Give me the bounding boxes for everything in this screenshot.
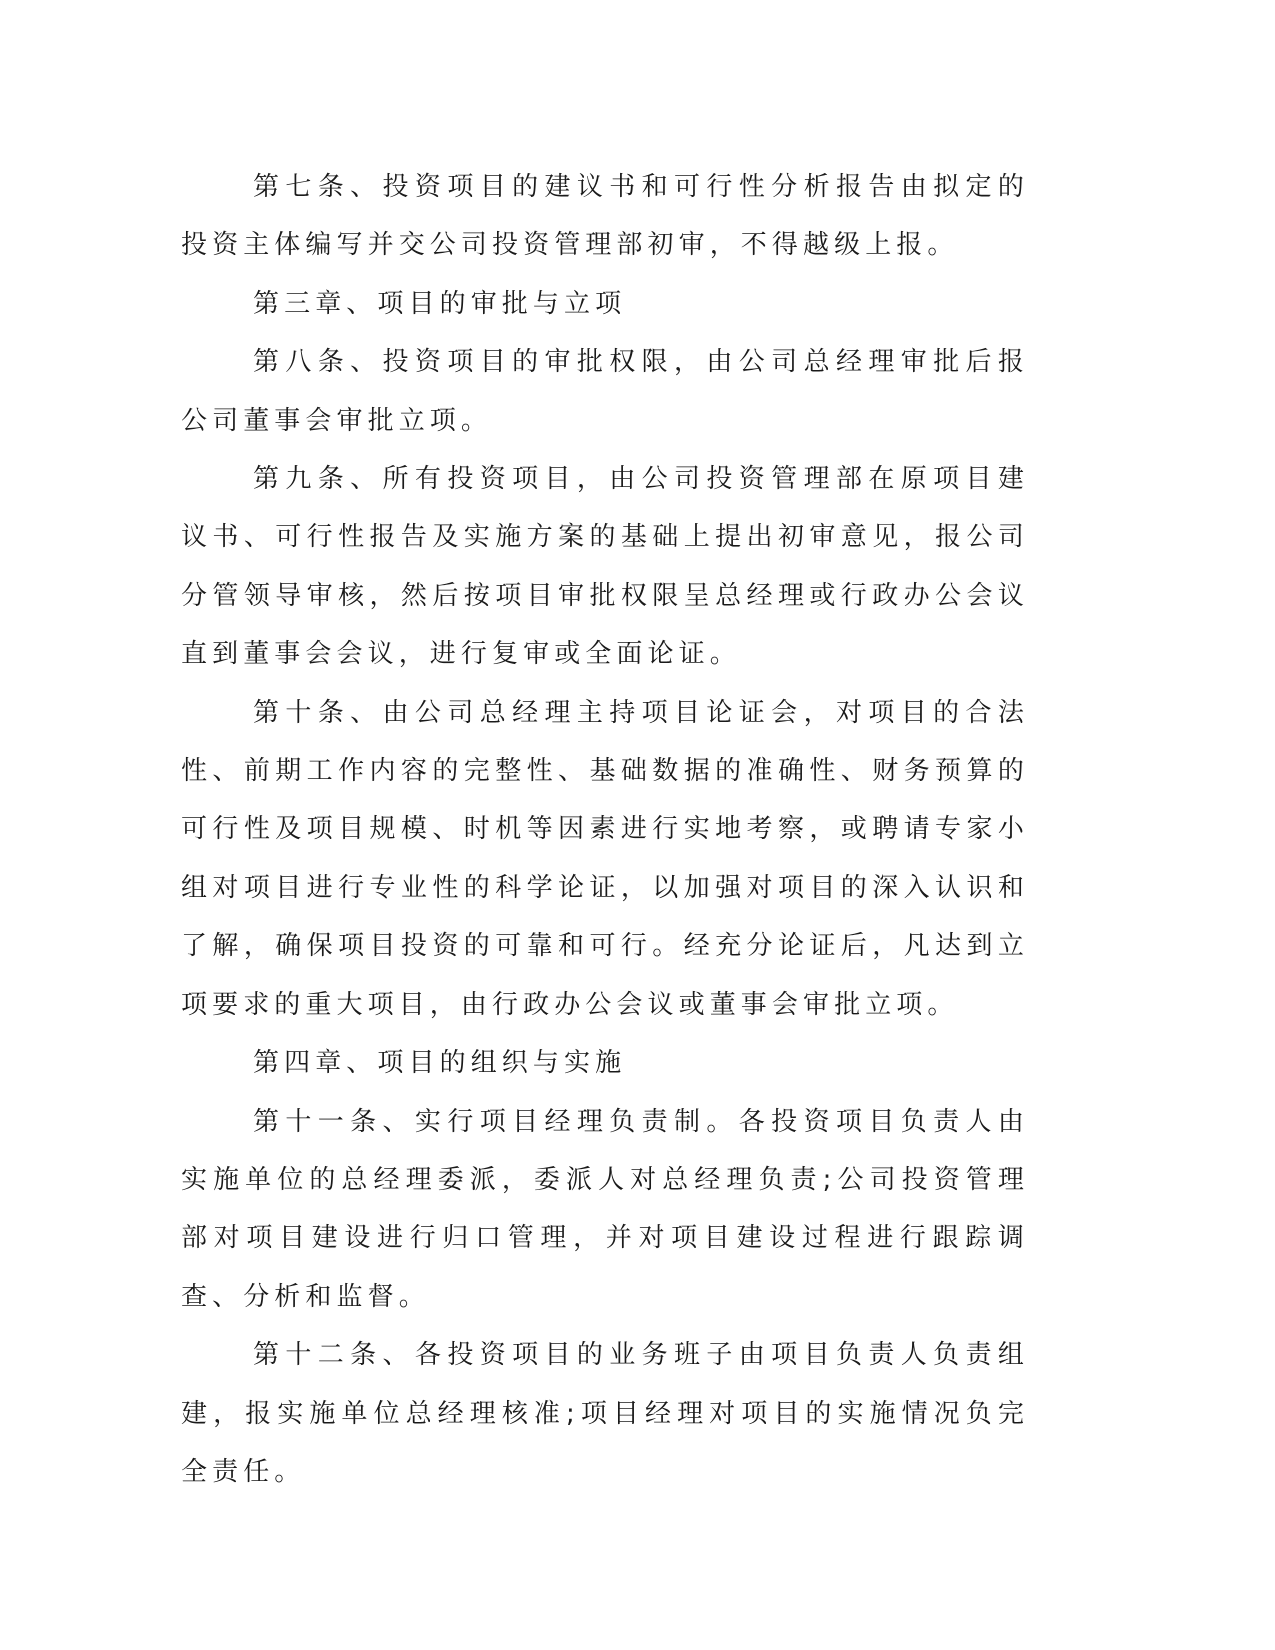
document-body — [181, 158, 1029, 1501]
chapter-4-heading: 第四章、项目的组织与实施 — [253, 1048, 627, 1079]
article-9-paragraph: 第九条、所有投资项目，由公司投资管理部在原项目建议书、可行性报告及实施方案的基础上提出初审意见，报公司分管领导审核，然后按项目审批权限呈总经理或行政办公会议直到董事会会议，进行复审或全面论证。 — [181, 464, 1029, 670]
article-7-paragraph: 第七条、投资项目的建议书和可行性分析报告由拟定的投资主体编写并交公司投资管理部初审，不得越级上报。 — [181, 172, 1029, 261]
article-12-paragraph: 第十二条、各投资项目的业务班子由项目负责人负责组建，报实施单位总经理核准;项目经理对项目的实施情况负完全责任。 — [181, 1340, 1029, 1487]
article-11-paragraph: 第十一条、实行项目经理负责制。各投资项目负责人由实施单位的总经理委派，委派人对总经理负责;公司投资管理部对项目建设进行归口管理，并对项目建设过程进行跟踪调查、分析和监督。 — [181, 1106, 1029, 1312]
article-8-paragraph: 第八条、投资项目的审批权限，由公司总经理审批后报公司董事会审批立项。 — [181, 347, 1029, 436]
chapter-3-heading: 第三章、项目的审批与立项 — [253, 288, 627, 319]
article-10-paragraph: 第十条、由公司总经理主持项目论证会，对项目的合法性、前期工作内容的完整性、基础数据的准确性、财务预算的可行性及项目规模、时机等因素进行实地考察，或聘请专家小组对项目进行专业性的科学论证，以加强对项目的深入认识和了解，确保项目投资的可靠和可行。经充分论证后，凡达到立项要求的重大项目，由行政办公会议或董事会审批立项。 — [181, 697, 1029, 1020]
